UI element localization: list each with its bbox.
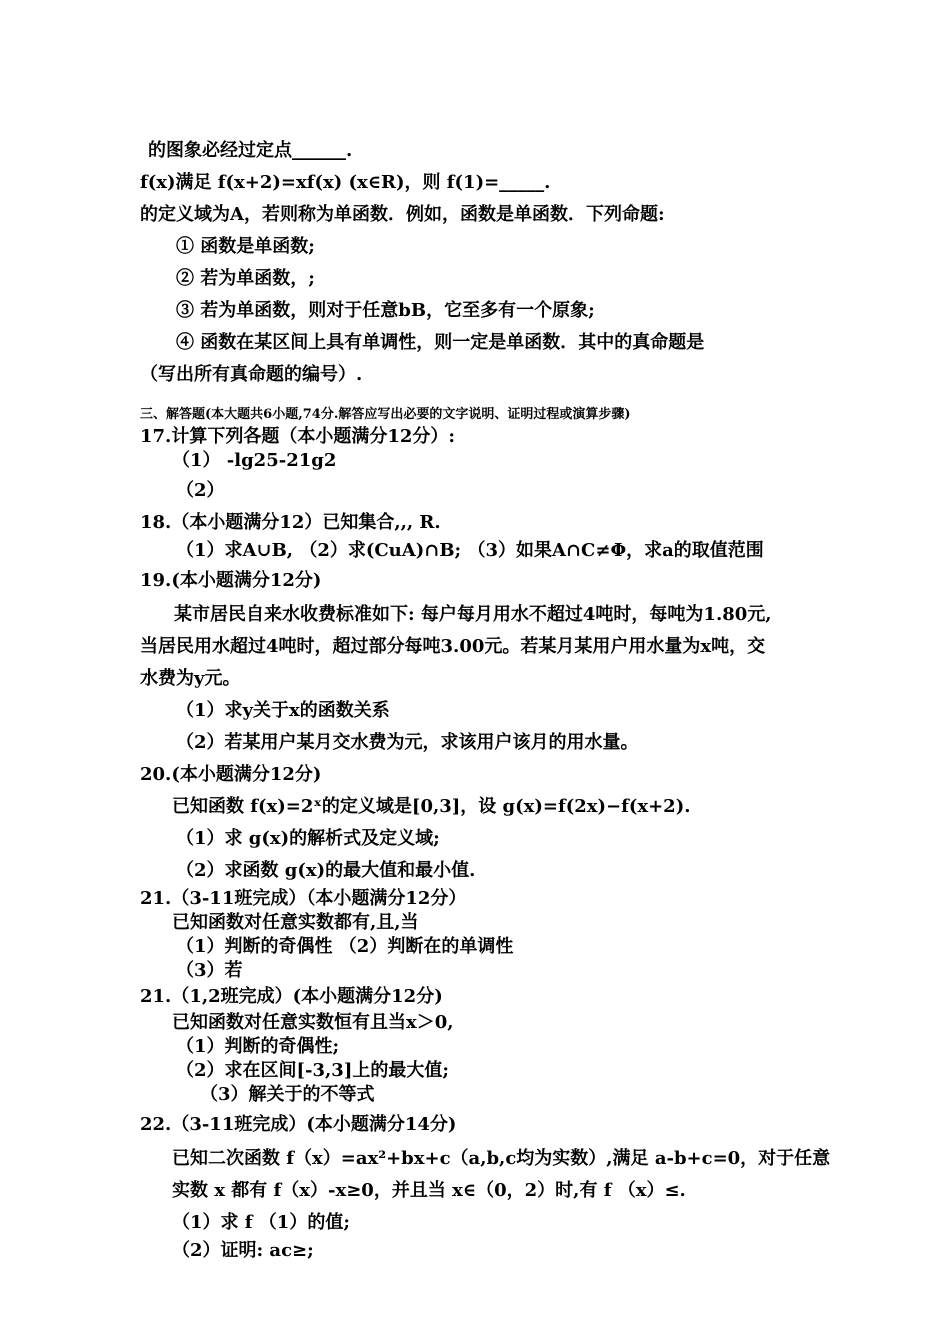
text-line: （3）解关于的不等式 — [200, 1084, 375, 1105]
text-line: （1） -lg25-21g2 — [172, 450, 337, 471]
text-line: ① 函数是单函数; — [176, 236, 315, 257]
text-line: 已知函数 f(x)=2ˣ的定义域是[0,3]，设 g(x)=f(2x)−f(x+2). — [172, 796, 691, 817]
text-line: 已知函数对任意实数恒有且当x＞0, — [172, 1012, 454, 1033]
text-line: 当居民用水超过4吨时，超过部分每吨3.00元。若某月某用户用水量为x吨，交 — [140, 636, 766, 657]
text-line: （1）判断的奇偶性 （2）判断在的单调性 — [176, 936, 514, 957]
text-line: （2）若某用户某月交水费为元，求该用户该月的用水量。 — [176, 732, 639, 753]
text-line: （2）证明: ac≥; — [172, 1240, 314, 1261]
text-line: （2） — [176, 480, 225, 501]
text-line: ③ 若为单函数，则对于任意bB，它至多有一个原象; — [176, 300, 595, 321]
text-line: ② 若为单函数，; — [176, 268, 315, 289]
text-line: 水费为y元。 — [140, 668, 241, 689]
text-line: 的图象必经过定点______. — [148, 140, 353, 161]
text-line: （写出所有真命题的编号）. — [140, 364, 363, 385]
text-line: ④ 函数在某区间上具有单调性，则一定是单函数．其中的真命题是 — [176, 332, 705, 353]
text-line: 三、解答题(本大题共6小题,74分.解答应写出必要的文字说明、证明过程或演算步骤) — [140, 407, 631, 422]
text-line: （1）求A∪B, （2）求(CuA)∩B; （3）如果A∩C≠Φ，求a的取值范围 — [176, 540, 764, 561]
text-line: （2）求在区间[-3,3]上的最大值; — [176, 1060, 449, 1081]
text-line: 已知二次函数 f（x）=ax²+bx+c（a,b,c均为实数）,满足 a-b+c=0，对于任意 — [172, 1148, 831, 1169]
text-line: （1）求y关于x的函数关系 — [176, 700, 390, 721]
text-line: 17.计算下列各题（本小题满分12分）: — [140, 426, 456, 447]
text-line: 18.（本小题满分12）已知集合,,, R. — [140, 512, 441, 533]
text-line: 20.(本小题满分12分) — [140, 764, 322, 785]
text-line: 的定义域为A，若则称为单函数．例如，函数是单函数．下列命题: — [140, 204, 665, 225]
text-line: 实数 x 都有 f（x）-x≥0，并且当 x∈（0，2）时,有 f （x）≤. — [172, 1180, 686, 1201]
text-line: （1）判断的奇偶性; — [176, 1036, 340, 1057]
text-line: f(x)满足 f(x+2)=xf(x) (x∈R)，则 f(1)=_____. — [140, 172, 551, 193]
text-line: 19.(本小题满分12分) — [140, 570, 322, 591]
text-line: （2）求函数 g(x)的最大值和最小值. — [176, 860, 476, 881]
text-line: 21.（3-11班完成）（本小题满分12分） — [140, 888, 467, 909]
text-line: 已知函数对任意实数都有,且,当 — [172, 912, 419, 933]
text-line: （1）求 f （1）的值; — [172, 1212, 350, 1233]
text-line: 某市居民自来水收费标准如下: 每户每月用水不超过4吨时，每吨为1.80元, — [174, 604, 772, 625]
text-line: 22.（3-11班完成）(本小题满分14分) — [140, 1114, 457, 1135]
text-line: （1）求 g(x)的解析式及定义域; — [176, 828, 440, 849]
text-line: 21.（1,2班完成）(本小题满分12分) — [140, 986, 443, 1007]
text-line: （3）若 — [176, 960, 243, 981]
